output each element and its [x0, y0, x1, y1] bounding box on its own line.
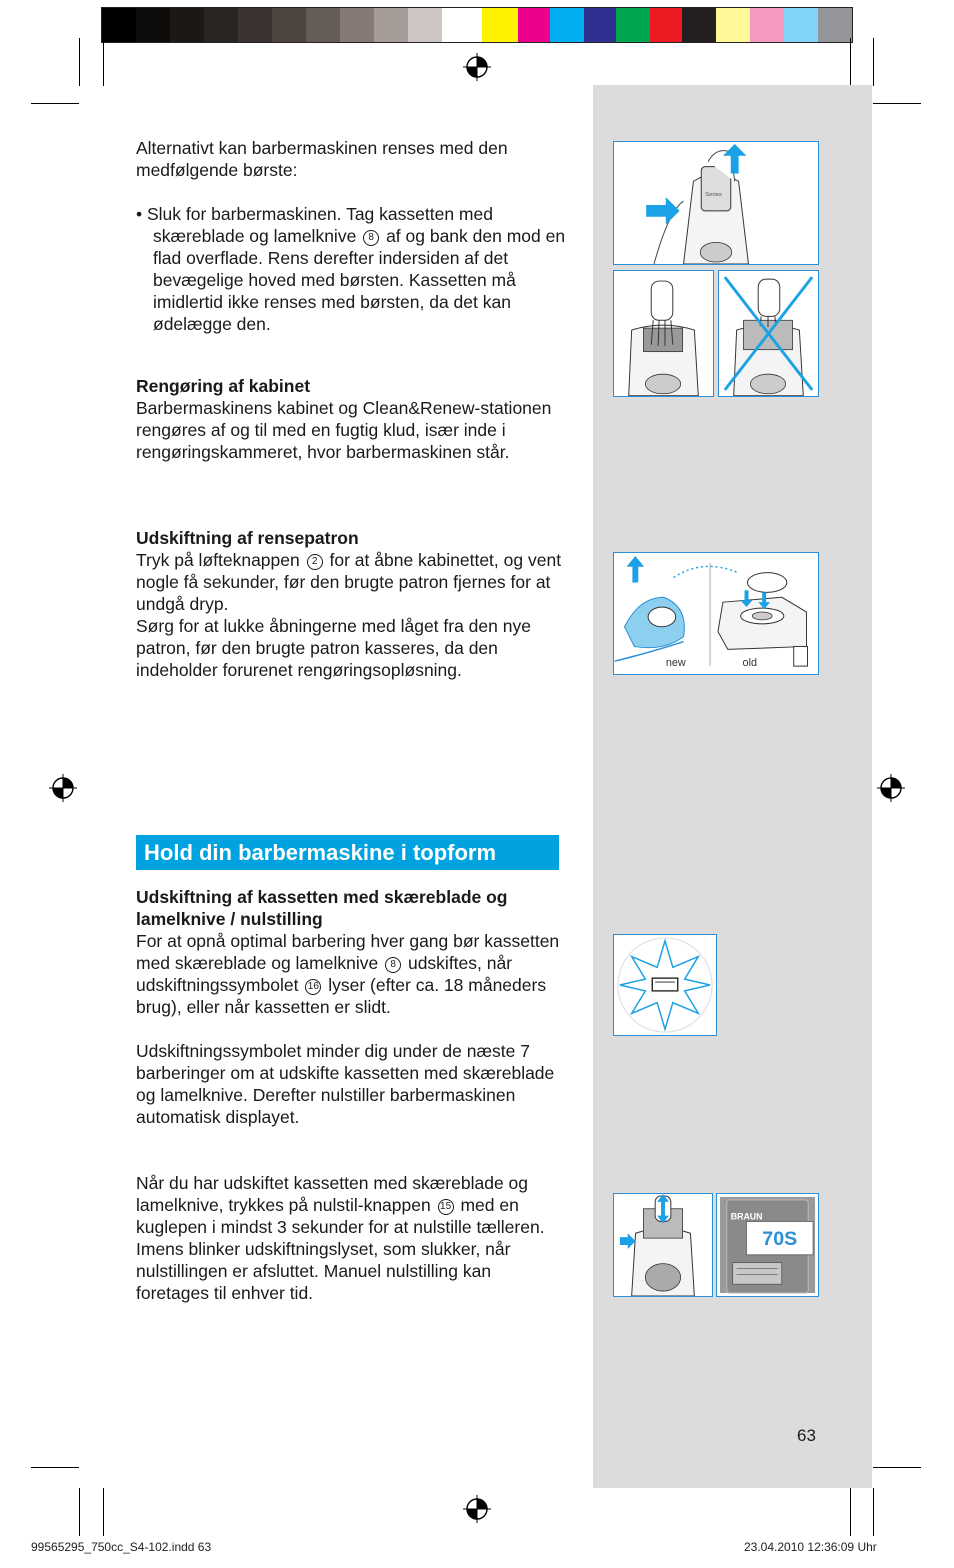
body-text: udskiftes, når udskiftningssymbolet	[136, 953, 513, 995]
section-heading: Rengøring af kabinet	[136, 376, 311, 396]
registration-mark-icon	[49, 774, 77, 802]
color-swatch	[616, 8, 650, 42]
crop-mark	[79, 1488, 80, 1536]
arrow-right-icon	[620, 1233, 636, 1249]
series-label: Series	[705, 192, 722, 199]
color-swatch	[682, 8, 716, 42]
section-body-2: Sørg for at lukke åbningerne med låget fra den nye patron, før den brugte patron kasseres, da den indeholder forurenet rengøringsopløsning.	[136, 616, 531, 680]
reset-illustration	[614, 1194, 712, 1296]
color-swatch	[136, 8, 170, 42]
reference-number: 2	[307, 554, 323, 570]
crop-mark	[873, 1488, 874, 1536]
registration-mark-icon	[877, 774, 905, 802]
crop-mark	[103, 1488, 104, 1536]
color-swatch	[272, 8, 306, 42]
color-swatch	[204, 8, 238, 42]
color-swatch	[442, 8, 473, 42]
section-body-3	[136, 1172, 566, 1238]
bullet-text: • Sluk for barbermaskinen. Tag kassetten med skæreblade og lamelknive	[136, 204, 493, 246]
chapter-heading-text: Hold din barbermaskine i topform	[144, 840, 497, 865]
figure-replacement-pack	[716, 1193, 819, 1297]
figure-reset-button	[613, 1193, 713, 1297]
cartridge-illustration	[614, 553, 818, 674]
color-swatch	[818, 8, 852, 42]
color-swatch	[650, 8, 682, 42]
section-housing-cleaning	[136, 375, 566, 463]
crop-mark	[31, 1467, 79, 1468]
crop-mark	[850, 1488, 851, 1536]
crop-mark	[873, 38, 874, 86]
color-swatch	[374, 8, 408, 42]
arrow-right-icon	[646, 197, 679, 225]
figure-remove-cassette	[613, 141, 819, 265]
crop-mark	[873, 103, 921, 104]
pack-code: 70S	[762, 1228, 798, 1250]
reference-number: 16	[305, 979, 321, 995]
body-text: for at åbne kabinettet, og vent nogle få sekunder, før den brugte patron fjernes for at undgå dryp.	[136, 550, 562, 614]
reference-number: 8	[385, 957, 401, 973]
color-swatch	[340, 8, 374, 42]
color-swatch	[482, 8, 518, 42]
body-text: Når du har udskiftet kassetten med skæreblade og lamelknive, trykkes på nulstil-knappen	[136, 1173, 529, 1215]
pack-illustration	[717, 1194, 818, 1296]
body-text: med en kuglepen i mindst 3 sekunder for at nulstille tælleren.	[136, 1195, 545, 1237]
color-swatch	[750, 8, 784, 42]
label-old: old	[742, 657, 757, 670]
section-heading: Udskiftning af rensepatron	[136, 528, 359, 548]
color-swatch	[550, 8, 584, 42]
forbidden-brush-illustration	[719, 271, 818, 396]
color-calibration-bar	[101, 7, 853, 43]
section-cartridge-replacement	[136, 527, 566, 681]
section-body	[136, 549, 566, 615]
crop-mark	[79, 38, 80, 86]
crop-mark	[103, 38, 104, 86]
figure-cartridge-replacement	[613, 552, 819, 675]
footer-timestamp: 23.04.2010 12:36:09 Uhr	[744, 1540, 877, 1554]
section-foil-replacement	[136, 886, 566, 1304]
arrow-up-icon	[626, 556, 644, 583]
body-text: Tryk på løfteknappen	[136, 550, 300, 570]
shaver-head-illustration	[614, 142, 818, 264]
registration-mark-icon	[463, 1495, 491, 1523]
label-new: new	[665, 657, 686, 670]
color-swatch	[306, 8, 340, 42]
figure-brush-head	[613, 270, 714, 397]
figure-replacement-symbol	[613, 934, 717, 1036]
page-number: 63	[797, 1426, 816, 1445]
section-body-4: Imens blinker udskiftningslyset, som slukker, når nulstillingen er afsluttet. Manuel nulstilling kan foretages til enhver tid.	[136, 1239, 511, 1303]
bullet-text-rest: af og bank den mod en flad overflade. Rens derefter indersiden af det bevægelige hoved med børsten. Kassetten må imidlertid ikke renses med børsten, da det kan ødelægge den.	[153, 226, 566, 334]
crop-mark	[873, 1467, 921, 1468]
footer-file-info: 99565295_750cc_S4-102.indd 63	[31, 1540, 212, 1554]
brush-illustration	[614, 271, 713, 396]
trash-bin-icon	[794, 646, 808, 666]
reference-number: 15	[438, 1199, 454, 1215]
bullet-paragraph	[136, 203, 566, 335]
registration-mark-icon	[463, 53, 491, 81]
brand-label: BRAUN	[730, 1211, 763, 1222]
color-swatch	[170, 8, 204, 42]
section-body: Barbermaskinens kabinet og Clean&Renew-stationen rengøres af og til med en fugtig klud, især inde i rengøringskammeret, hvor barbermaskinen står.	[136, 398, 552, 462]
chapter-heading	[136, 835, 559, 870]
color-swatch	[584, 8, 616, 42]
body-text: lyser (efter ca. 18 måneders brug), eller når kassetten er slidt.	[136, 975, 547, 1017]
color-swatch	[102, 8, 136, 42]
color-swatch	[408, 8, 442, 42]
section-heading: Udskiftning af kassetten med skæreblade og lamelknive / nulstilling	[136, 887, 508, 929]
replacement-symbol-icon	[614, 935, 716, 1035]
color-swatch	[238, 8, 272, 42]
color-swatch	[518, 8, 550, 42]
section-body	[136, 930, 566, 1018]
crop-mark	[850, 38, 851, 86]
section-body-2: Udskiftningssymbolet minder dig under de næste 7 barberinger om at udskifte kassetten med skæreblade og lamelknive. Derefter nulstiller barbermaskinen automatisk displayet.	[136, 1041, 555, 1127]
color-swatch	[716, 8, 750, 42]
body-text: For at opnå optimal barbering hver gang bør kassetten med skæreblade og lamelknive	[136, 931, 560, 973]
section-brush-cleaning	[136, 137, 566, 335]
color-swatch	[784, 8, 818, 42]
reference-number: 8	[363, 230, 379, 246]
intro-paragraph: Alternativt kan barbermaskinen renses med den medfølgende børste:	[136, 138, 508, 180]
crop-mark	[31, 103, 79, 104]
figure-brush-foil-forbidden	[718, 270, 819, 397]
